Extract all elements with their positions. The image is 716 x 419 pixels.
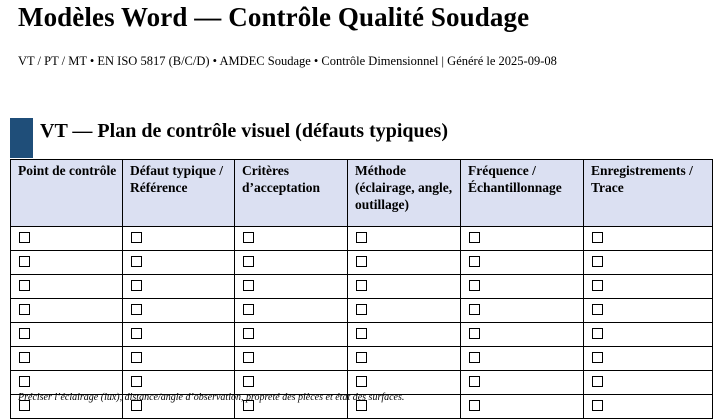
empty-checkbox-icon[interactable]: [469, 328, 480, 339]
table-cell: [123, 371, 235, 395]
table-row: [11, 275, 713, 299]
empty-checkbox-icon[interactable]: [131, 256, 142, 267]
empty-checkbox-icon[interactable]: [19, 232, 30, 243]
section-accent-bar: [10, 118, 33, 158]
table-cell: [584, 299, 713, 323]
table-cell: [348, 227, 461, 251]
table-cell: [123, 299, 235, 323]
empty-checkbox-icon[interactable]: [592, 232, 603, 243]
table-cell: [11, 227, 123, 251]
section-header: [10, 118, 448, 158]
table-cell: [11, 299, 123, 323]
column-header-enregistrements: Enregistrements / Trace: [584, 160, 713, 227]
table-cell: [123, 251, 235, 275]
empty-checkbox-icon[interactable]: [131, 352, 142, 363]
table-cell: [11, 371, 123, 395]
table-cell: [11, 275, 123, 299]
table-cell: [584, 371, 713, 395]
table-cell: [123, 347, 235, 371]
empty-checkbox-icon[interactable]: [19, 280, 30, 291]
table-cell: [348, 347, 461, 371]
control-plan-table: [10, 159, 713, 419]
table-cell: [235, 251, 348, 275]
empty-checkbox-icon[interactable]: [19, 256, 30, 267]
column-header-point-de-controle: Point de contrôle: [11, 160, 123, 227]
table-row: [11, 371, 713, 395]
column-header-methode: Méthode (éclairage, angle, outillage): [348, 160, 461, 227]
table-cell: [584, 251, 713, 275]
table-cell: [584, 395, 713, 419]
empty-checkbox-icon[interactable]: [131, 232, 142, 243]
table-row: [11, 251, 713, 275]
empty-checkbox-icon[interactable]: [469, 304, 480, 315]
table-cell: [348, 251, 461, 275]
table-cell: [461, 323, 584, 347]
empty-checkbox-icon[interactable]: [243, 304, 254, 315]
table-cell: [461, 275, 584, 299]
empty-checkbox-icon[interactable]: [592, 352, 603, 363]
empty-checkbox-icon[interactable]: [469, 232, 480, 243]
empty-checkbox-icon[interactable]: [131, 328, 142, 339]
empty-checkbox-icon[interactable]: [592, 304, 603, 315]
table-cell: [584, 323, 713, 347]
table-cell: [348, 323, 461, 347]
empty-checkbox-icon[interactable]: [469, 352, 480, 363]
empty-checkbox-icon[interactable]: [592, 328, 603, 339]
table-cell: [461, 299, 584, 323]
column-header-defaut-typique: Défaut typique / Référence: [123, 160, 235, 227]
table-cell: [11, 347, 123, 371]
empty-checkbox-icon[interactable]: [131, 376, 142, 387]
empty-checkbox-icon[interactable]: [356, 328, 367, 339]
empty-checkbox-icon[interactable]: [243, 376, 254, 387]
table-cell: [461, 395, 584, 419]
table-cell: [235, 299, 348, 323]
empty-checkbox-icon[interactable]: [243, 280, 254, 291]
empty-checkbox-icon[interactable]: [469, 256, 480, 267]
table-cell: [348, 275, 461, 299]
empty-checkbox-icon[interactable]: [243, 352, 254, 363]
table-cell: [584, 347, 713, 371]
table-cell: [235, 323, 348, 347]
table-row: [11, 227, 713, 251]
table-cell: [235, 227, 348, 251]
table-cell: [235, 371, 348, 395]
table-cell: [461, 347, 584, 371]
table-cell: [348, 371, 461, 395]
footnote: Préciser l’éclairage (lux), distance/angle d’observation, propreté des pièces et état des surfaces.: [18, 392, 405, 403]
table-body: [11, 227, 713, 419]
table-row: [11, 299, 713, 323]
empty-checkbox-icon[interactable]: [356, 232, 367, 243]
section-title: VT — Plan de contrôle visuel (défauts typiques): [40, 120, 448, 142]
empty-checkbox-icon[interactable]: [243, 232, 254, 243]
table-cell: [235, 275, 348, 299]
empty-checkbox-icon[interactable]: [592, 280, 603, 291]
column-header-frequence: Fréquence / Échantillonnage: [461, 160, 584, 227]
table-cell: [584, 275, 713, 299]
document-title: Modèles Word — Contrôle Qualité Soudage: [18, 2, 530, 32]
empty-checkbox-icon[interactable]: [356, 280, 367, 291]
empty-checkbox-icon[interactable]: [469, 376, 480, 387]
empty-checkbox-icon[interactable]: [356, 352, 367, 363]
document-subtitle: VT / PT / MT • EN ISO 5817 (B/C/D) • AMDEC Soudage • Contrôle Dimensionnel | Généré le 2025-09-08: [18, 54, 557, 68]
table-cell: [348, 299, 461, 323]
table-cell: [235, 347, 348, 371]
table-row: [11, 347, 713, 371]
table-header-row: [11, 160, 713, 227]
column-header-criteres-acceptation: Critères d’acceptation: [235, 160, 348, 227]
empty-checkbox-icon[interactable]: [356, 256, 367, 267]
empty-checkbox-icon[interactable]: [131, 280, 142, 291]
empty-checkbox-icon[interactable]: [356, 376, 367, 387]
table-cell: [11, 251, 123, 275]
table-row: [11, 323, 713, 347]
empty-checkbox-icon[interactable]: [19, 328, 30, 339]
table-cell: [123, 227, 235, 251]
table-cell: [461, 371, 584, 395]
table-cell: [461, 251, 584, 275]
empty-checkbox-icon[interactable]: [131, 304, 142, 315]
empty-checkbox-icon[interactable]: [19, 304, 30, 315]
empty-checkbox-icon[interactable]: [469, 280, 480, 291]
table-cell: [11, 323, 123, 347]
empty-checkbox-icon[interactable]: [243, 328, 254, 339]
empty-checkbox-icon[interactable]: [592, 376, 603, 387]
empty-checkbox-icon[interactable]: [243, 256, 254, 267]
table-cell: [461, 227, 584, 251]
empty-checkbox-icon[interactable]: [19, 352, 30, 363]
empty-checkbox-icon[interactable]: [356, 304, 367, 315]
empty-checkbox-icon[interactable]: [592, 256, 603, 267]
table-cell: [584, 227, 713, 251]
table-cell: [123, 275, 235, 299]
empty-checkbox-icon[interactable]: [19, 376, 30, 387]
table-cell: [123, 323, 235, 347]
